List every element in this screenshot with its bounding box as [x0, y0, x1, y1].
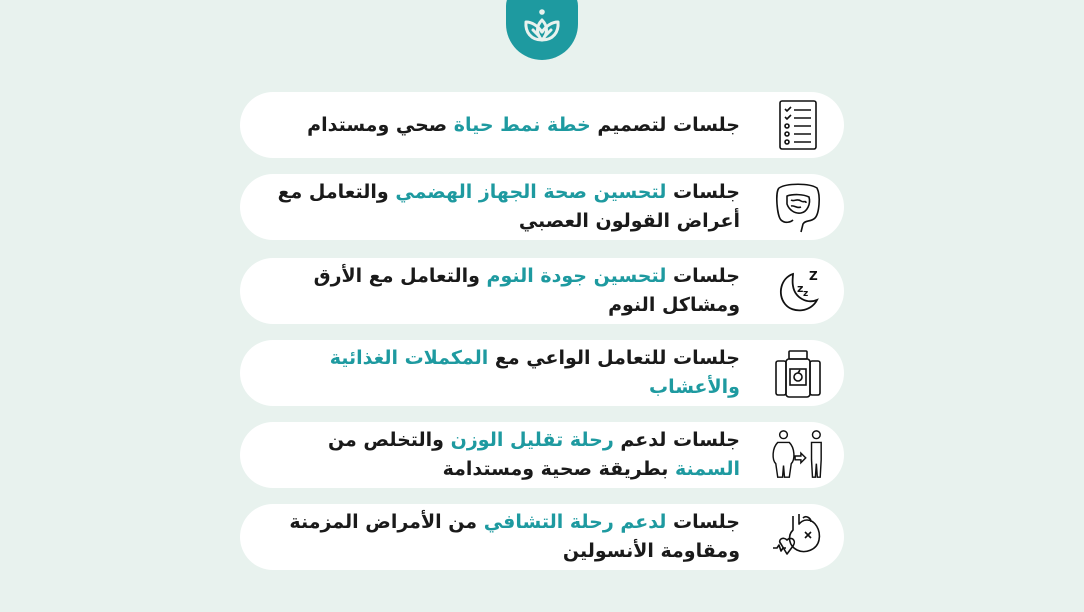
intestines-icon — [770, 179, 826, 235]
service-card — [240, 340, 844, 406]
svg-text:z: z — [803, 289, 809, 299]
svg-text:z: z — [797, 282, 804, 295]
service-card — [240, 174, 844, 240]
supplement-bottles-icon — [770, 345, 826, 401]
service-text: جلسات لتحسين جودة النوم والتعامل مع الأرق ومشاكل النوم — [313, 265, 740, 316]
service-card — [240, 92, 844, 158]
service-text: جلسات للتعامل الواعي مع المكملات الغذائية والأعشاب — [329, 347, 740, 398]
heart-health-icon — [770, 509, 826, 565]
checklist-icon — [770, 97, 826, 153]
svg-text:Z: Z — [809, 269, 818, 283]
weight-loss-icon — [770, 427, 826, 483]
service-card — [240, 504, 844, 570]
service-card — [240, 258, 844, 324]
service-text: جلسات لدعم رحلة تقليل الوزن والتخلص من السمنة بطريقة صحية ومستدامة — [327, 429, 740, 480]
brand-logo — [506, 0, 578, 60]
service-card — [240, 422, 844, 488]
service-text: جلسات لدعم رحلة التشافي من الأمراض المزمنة ومقاومة الأنسولين — [289, 511, 740, 562]
leaf-lotus-icon — [519, 0, 565, 46]
moon-sleep-icon — [770, 263, 826, 319]
service-text: جلسات لتحسين صحة الجهاز الهضمي والتعامل مع أعراض القولون العصبي — [277, 181, 740, 232]
service-text: جلسات لتصميم خطة نمط حياة صحي ومستدام — [307, 113, 740, 136]
